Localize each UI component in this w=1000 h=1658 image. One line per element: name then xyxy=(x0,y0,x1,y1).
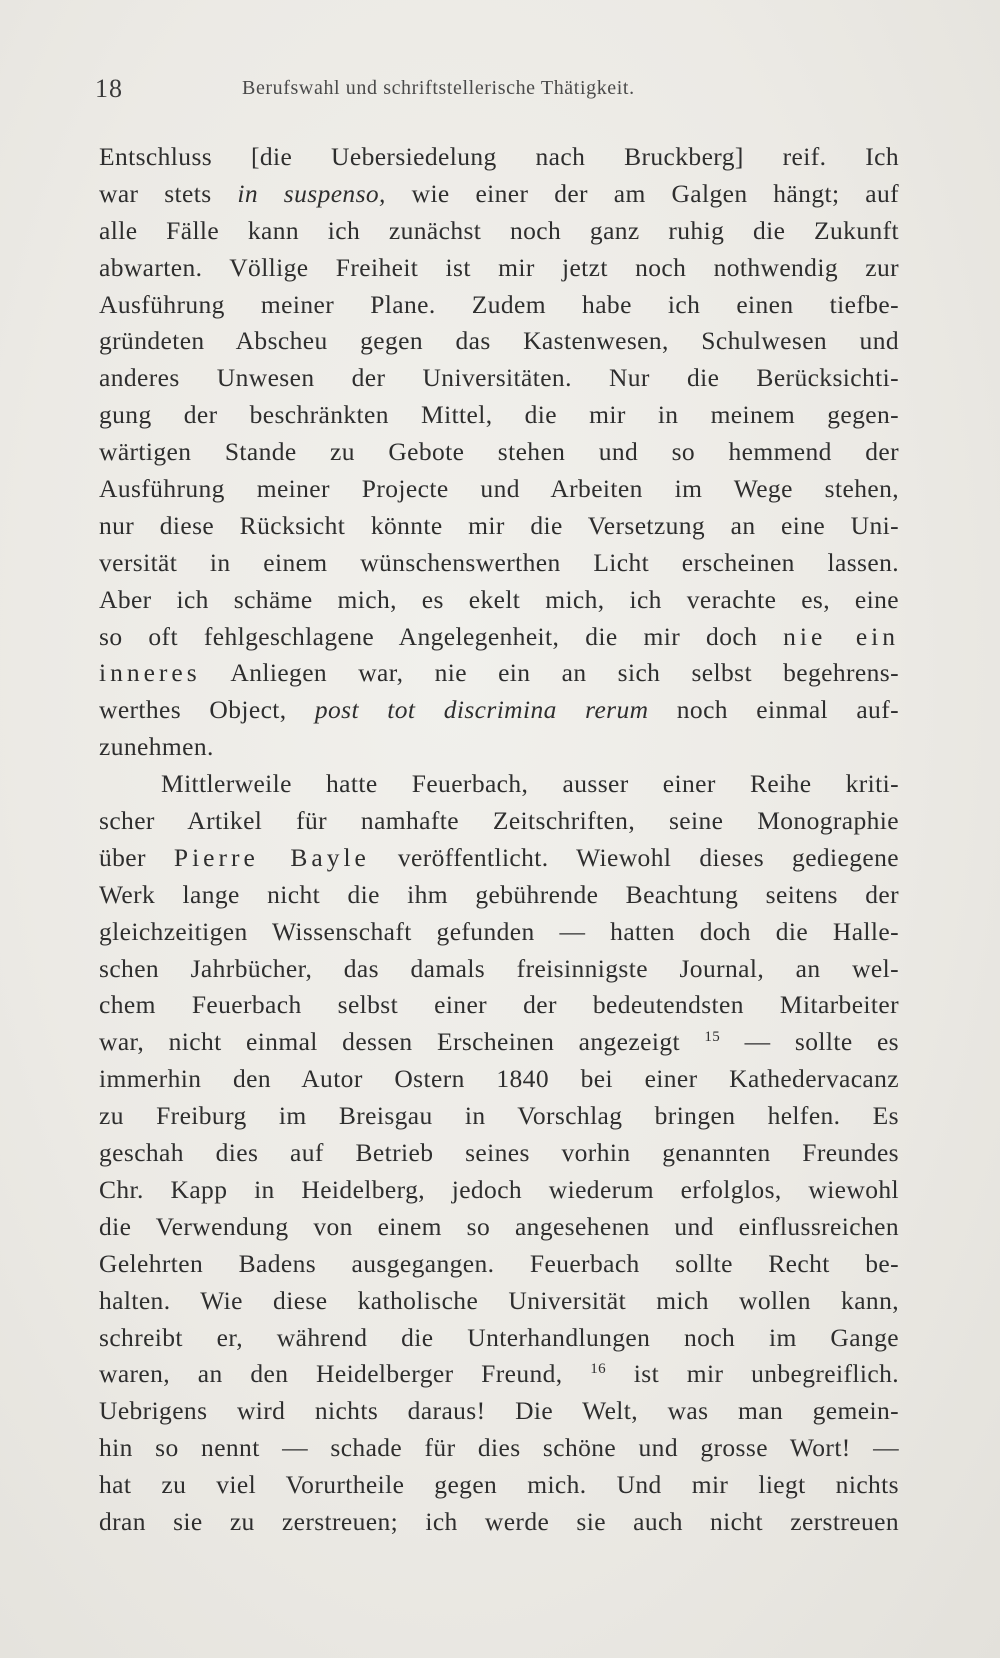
text-segment: war stets xyxy=(99,178,238,208)
text-line: schen Jahrbücher, das damals freisinnigste Journal, an wel- xyxy=(99,953,899,983)
text-line xyxy=(99,1024,899,1061)
text-line: Chr. Kapp in Heidelberg, jedoch wiederum erfolglos, wiewohl xyxy=(99,1174,899,1204)
italic-text: in suspenso, xyxy=(237,178,386,208)
text-segment: — sollte es xyxy=(720,1027,899,1057)
text-line: hin so nennt — schade für dies schöne und grosse Wort! — xyxy=(99,1433,899,1463)
text-line xyxy=(99,655,899,692)
text-line: hat zu viel Vorurtheile gegen mich. Und mir liegt nichts xyxy=(99,1470,899,1500)
text-segment: veröffentlicht. Wiewohl dieses gediegene xyxy=(369,842,899,872)
text-segment: war, nicht einmal dessen Erscheinen angezeigt xyxy=(99,1027,705,1057)
text-line: chem Feuerbach selbst einer der bedeutendsten Mitarbeiter xyxy=(99,990,899,1020)
text-line: Aber ich schäme mich, es ekelt mich, ich verachte es, eine xyxy=(99,584,899,614)
footnote-ref: 16 xyxy=(590,1361,607,1378)
page-number: 18 xyxy=(95,74,123,103)
text-line xyxy=(99,619,899,656)
text-segment: Anliegen war, nie ein an sich selbst begehrens- xyxy=(200,658,899,688)
italic-text: post tot discrimina rerum xyxy=(314,695,649,725)
text-segment: werthes Object, xyxy=(99,695,315,725)
text-line: gleichzeitigen Wissenschaft gefunden — hatten doch die Halle- xyxy=(99,916,899,946)
text-line: zunehmen. xyxy=(99,732,214,762)
text-line: dran sie zu zerstreuen; ich werde sie auch nicht zerstreuen xyxy=(99,1506,899,1536)
text-line: halten. Wie diese katholische Universität mich wollen kann, xyxy=(99,1285,899,1315)
text-line: alle Fälle kann ich zunächst noch ganz ruhig die Zukunft xyxy=(99,215,899,245)
text-line: Gelehrten Badens ausgegangen. Feuerbach sollte Recht be- xyxy=(99,1248,899,1278)
text-line: Entschluss [die Uebersiedelung nach Bruckberg] reif. Ich xyxy=(99,142,899,171)
text-segment: wie einer der am Galgen hängt; auf xyxy=(385,178,899,208)
text-line: Ausführung meiner Projecte und Arbeiten im Wege stehen, xyxy=(99,474,899,504)
text-line: versität in einem wünschenswerthen Licht erscheinen lassen. xyxy=(99,547,899,577)
footnote-ref: 15 xyxy=(704,1029,721,1046)
text-line: die Verwendung von einem so angesehenen und einflussreichen xyxy=(99,1211,899,1241)
text-line: gung der beschränkten Mittel, die mir in meinem gegen- xyxy=(99,400,899,430)
text-line: Mittlerweile hatte Feuerbach, ausser einer Reihe kriti- xyxy=(161,769,899,799)
body-text xyxy=(99,139,899,1541)
text-line: wärtigen Stande zu Gebote stehen und so hemmend der xyxy=(99,437,899,467)
text-line: gründeten Abscheu gegen das Kastenwesen, Schulwesen und xyxy=(99,326,899,356)
text-line: Uebrigens wird nichts daraus! Die Welt, was man gemein- xyxy=(99,1396,899,1426)
text-line: zu Freiburg im Breisgau in Vorschlag bringen helfen. Es xyxy=(99,1101,899,1131)
text-line: Ausführung meiner Plane. Zudem habe ich einen tiefbe- xyxy=(99,289,899,319)
text-segment: ist mir unbegreiflich. xyxy=(606,1359,899,1389)
text-line: Werk lange nicht die ihm gebührende Beachtung seitens der xyxy=(99,879,899,909)
spaced-text: nie ein xyxy=(783,621,899,651)
text-segment: noch einmal auf- xyxy=(648,695,899,725)
text-line xyxy=(99,176,899,213)
text-line xyxy=(99,840,899,877)
text-line: geschah dies auf Betrieb seines vorhin genannten Freundes xyxy=(99,1138,899,1168)
text-line xyxy=(99,1356,899,1393)
page-header xyxy=(95,74,900,110)
text-line: abwarten. Völlige Freiheit ist mir jetzt noch nothwendig zur xyxy=(99,252,899,282)
text-line: nur diese Rücksicht könnte mir die Versetzung an eine Uni- xyxy=(99,510,899,540)
text-segment: waren, an den Heidelberger Freund, xyxy=(99,1359,591,1389)
text-line: immerhin den Autor Ostern 1840 bei einer Kathedervacanz xyxy=(99,1064,899,1094)
text-line: scher Artikel für namhafte Zeitschriften, seine Monographie xyxy=(99,806,899,836)
text-segment: so oft fehlgeschlagene Angelegenheit, die mir doch xyxy=(99,621,784,651)
text-line: anderes Unwesen der Universitäten. Nur die Berücksichti- xyxy=(99,363,899,393)
running-head: Berufswahl und schriftstellerische Thätigkeit. xyxy=(242,77,635,99)
spaced-text: Pierre Bayle xyxy=(173,842,370,872)
spaced-text: inneres xyxy=(99,658,201,688)
text-segment: über xyxy=(99,842,174,872)
text-line xyxy=(99,692,899,729)
text-line: schreibt er, während die Unterhandlungen noch im Gange xyxy=(99,1322,899,1352)
